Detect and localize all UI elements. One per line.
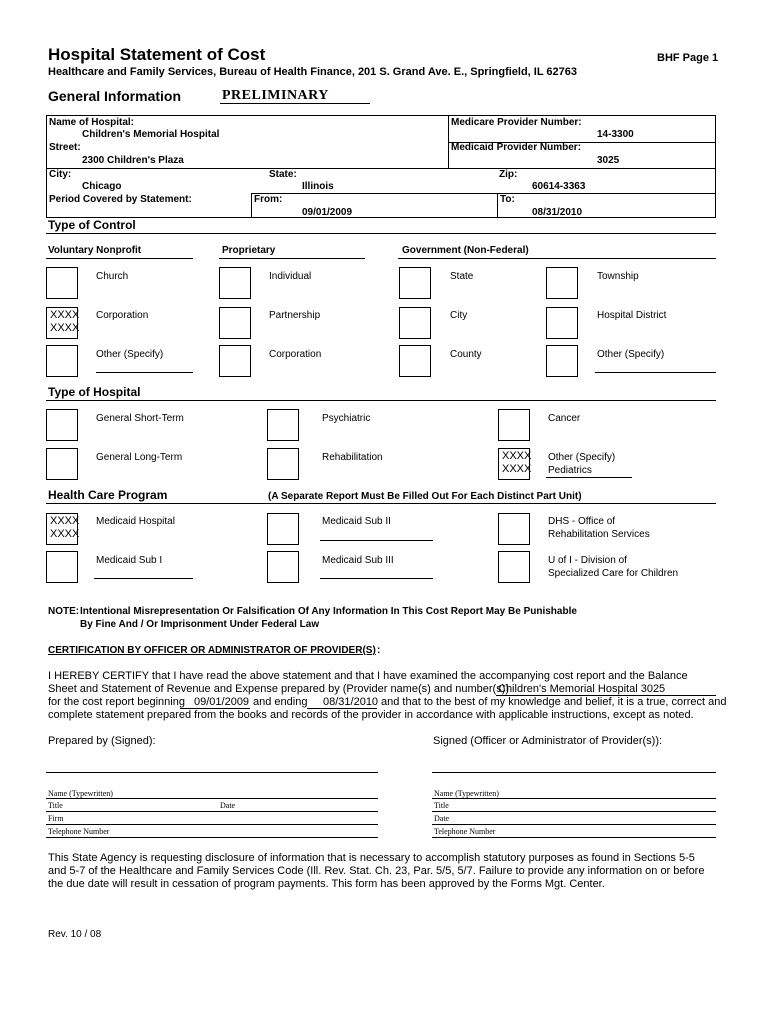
title-left: Title xyxy=(48,801,63,810)
to-label: To: xyxy=(500,194,515,205)
hospital-district-label: Hospital District xyxy=(597,310,667,321)
partnership-checkbox[interactable] xyxy=(219,307,251,339)
city-control-label: City xyxy=(450,310,468,321)
cert-provider-field[interactable]: Children's Memorial Hospital 3025 xyxy=(498,683,666,695)
form-title: Hospital Statement of Cost xyxy=(48,45,266,64)
dhs-label-line1: DHS - Office of xyxy=(548,516,616,527)
uofi-label-line2: Specialized Care for Children xyxy=(548,568,679,579)
cert-begin-field[interactable]: 09/01/2009 xyxy=(194,696,250,708)
hospital-type-heading: Type of Hospital xyxy=(48,385,141,399)
date-left: Date xyxy=(220,801,236,810)
disclosure-line3: the due date will result in cessation of program payments. This form has been approved by the Forms Mgt. Center. xyxy=(48,878,605,890)
state-control-label: State xyxy=(450,271,474,282)
corporation-proprietary-label: Corporation xyxy=(269,349,322,360)
short-term-checkbox[interactable] xyxy=(46,409,78,441)
checkbox-mark: XXXX XXXX xyxy=(50,515,80,540)
certification-colon: : xyxy=(377,645,381,656)
general-heading: General Information xyxy=(48,88,182,104)
individual-label: Individual xyxy=(269,271,312,282)
other-type-label: Other (Specify) xyxy=(548,452,616,463)
city-field[interactable]: Chicago xyxy=(82,181,122,192)
medicaid-sub2-label: Medicaid Sub II xyxy=(322,516,391,527)
phone-left: Telephone Number xyxy=(48,827,110,836)
cert-line1: I HEREBY CERTIFY that I have read the above statement and that I have examined the accompanying cost report and the Balance xyxy=(48,670,688,682)
corporation-nonprofit-checkbox[interactable] xyxy=(46,307,78,339)
other-type-checkbox[interactable] xyxy=(498,448,530,480)
checkbox-mark: XXXX XXXX xyxy=(502,450,532,475)
medicaid-hospital-checkbox[interactable] xyxy=(46,513,78,545)
medicare-label: Medicare Provider Number: xyxy=(451,117,582,128)
cert-end-field[interactable]: 08/31/2010 xyxy=(323,696,379,708)
firm-left: Firm xyxy=(48,814,64,823)
from-field[interactable]: 09/01/2009 xyxy=(302,207,353,218)
county-label: County xyxy=(450,349,482,360)
prepared-by-label: Prepared by (Signed): xyxy=(48,735,156,747)
cert-line2: Sheet and Statement of Revenue and Expense prepared by (Provider name(s) and number(s)) xyxy=(48,683,510,695)
long-term-label: General Long-Term xyxy=(96,452,183,463)
cancer-label: Cancer xyxy=(548,413,581,424)
note-label: NOTE: xyxy=(48,606,80,617)
other-type-field[interactable]: Pediatrics xyxy=(548,465,592,476)
medicaid-field[interactable]: 3025 xyxy=(597,155,620,166)
medicare-field[interactable]: 14-3300 xyxy=(597,129,634,140)
period-label: Period Covered by Statement: xyxy=(49,194,192,205)
phone-right: Telephone Number xyxy=(434,827,496,836)
hospital-district-checkbox[interactable] xyxy=(546,307,578,339)
note-line1: Intentional Misrepresentation Or Falsification Of Any Information In This Cost Report May Be Punishable xyxy=(80,606,577,617)
medicaid-sub1-checkbox[interactable] xyxy=(46,551,78,583)
county-checkbox[interactable] xyxy=(399,345,431,377)
zip-field[interactable]: 60614-3363 xyxy=(532,181,586,192)
long-term-checkbox[interactable] xyxy=(46,448,78,480)
cert-line3a: for the cost report beginning xyxy=(48,696,185,708)
dhs-checkbox[interactable] xyxy=(498,513,530,545)
medicaid-sub2-checkbox[interactable] xyxy=(267,513,299,545)
disclosure-line2: and 5-7 of the Healthcare and Family Services Code (Ill. Rev. Stat. Ch. 23, Par. 5/5, 5/7. Failure to provide any information on or before xyxy=(48,865,705,877)
medicaid-sub3-checkbox[interactable] xyxy=(267,551,299,583)
individual-checkbox[interactable] xyxy=(219,267,251,299)
from-label: From: xyxy=(254,194,283,205)
partnership-label: Partnership xyxy=(269,310,321,321)
to-field[interactable]: 08/31/2010 xyxy=(532,207,583,218)
date-right: Date xyxy=(434,814,450,823)
other-government-checkbox[interactable] xyxy=(546,345,578,377)
proprietary-heading: Proprietary xyxy=(222,245,276,256)
cert-line4: complete statement prepared from the books and records of the provider in accordance with applicable instructions, except as noted. xyxy=(48,709,694,721)
corporation-proprietary-checkbox[interactable] xyxy=(219,345,251,377)
certification-heading: CERTIFICATION BY OFFICER OR ADMINISTRATOR OF PROVIDER(S) xyxy=(48,645,376,656)
revision-label: Rev. 10 / 08 xyxy=(48,929,102,940)
dhs-label-line2: Rehabilitation Services xyxy=(548,529,650,540)
city-checkbox[interactable] xyxy=(399,307,431,339)
state-field[interactable]: Illinois xyxy=(302,181,334,192)
medicaid-label: Medicaid Provider Number: xyxy=(451,142,582,153)
zip-label: Zip: xyxy=(499,169,518,180)
signed-by-label: Signed (Officer or Administrator of Provider(s)): xyxy=(433,735,663,747)
form-subtitle: Healthcare and Family Services, Bureau of Health Finance, 201 S. Grand Ave. E., Springfield, IL 62763 xyxy=(48,66,578,78)
state-checkbox[interactable] xyxy=(399,267,431,299)
note-line2: By Fine And / Or Imprisonment Under Federal Law xyxy=(80,619,320,630)
program-heading: Health Care Program xyxy=(48,488,168,502)
cancer-checkbox[interactable] xyxy=(498,409,530,441)
medicaid-sub1-label: Medicaid Sub I xyxy=(96,555,163,566)
name-typewritten-left: Name (Typewritten) xyxy=(48,789,113,798)
hospital-name-field[interactable]: Children's Memorial Hospital xyxy=(82,129,220,140)
corporation-nonprofit-label: Corporation xyxy=(96,310,149,321)
other-government-label: Other (Specify) xyxy=(597,349,665,360)
other-nonprofit-checkbox[interactable] xyxy=(46,345,78,377)
rehabilitation-checkbox[interactable] xyxy=(267,448,299,480)
psychiatric-checkbox[interactable] xyxy=(267,409,299,441)
township-label: Township xyxy=(597,271,639,282)
name-typewritten-right: Name (Typewritten) xyxy=(434,789,499,798)
checkbox-mark: XXXX XXXX xyxy=(50,309,80,334)
street-label: Street: xyxy=(49,142,81,153)
cert-line3b: and ending xyxy=(253,696,308,708)
psychiatric-label: Psychiatric xyxy=(322,413,371,424)
cert-line3c: and that to the best of my knowledge and belief, it is a true, correct and xyxy=(381,696,727,708)
title-right: Title xyxy=(434,801,449,810)
medicaid-hospital-label: Medicaid Hospital xyxy=(96,516,175,527)
government-heading: Government (Non-Federal) xyxy=(402,245,529,256)
officer-signature-line[interactable] xyxy=(432,772,716,773)
control-heading: Type of Control xyxy=(48,218,136,232)
uofi-checkbox[interactable] xyxy=(498,551,530,583)
prepared-signature-line[interactable] xyxy=(46,772,378,773)
hospital-name-label: Name of Hospital: xyxy=(49,117,135,128)
program-note: (A Separate Report Must Be Filled Out For Each Distinct Part Unit) xyxy=(268,491,582,502)
township-checkbox[interactable] xyxy=(546,267,578,299)
preliminary-stamp: PRELIMINARY xyxy=(222,88,329,103)
church-label: Church xyxy=(96,271,129,282)
rehabilitation-label: Rehabilitation xyxy=(322,452,383,463)
page-label: BHF Page 1 xyxy=(657,52,719,64)
street-field[interactable]: 2300 Children's Plaza xyxy=(82,155,184,166)
state-label: State: xyxy=(269,169,297,180)
church-checkbox[interactable] xyxy=(46,267,78,299)
other-nonprofit-label: Other (Specify) xyxy=(96,349,164,360)
uofi-label-line1: U of I - Division of xyxy=(548,555,627,566)
voluntary-heading: Voluntary Nonprofit xyxy=(48,245,142,256)
short-term-label: General Short-Term xyxy=(96,413,184,424)
city-label: City: xyxy=(49,169,72,180)
disclosure-line1: This State Agency is requesting disclosure of information that is necessary to accomplish statutory purposes as found in Sections 5-5 xyxy=(48,852,695,864)
medicaid-sub3-label: Medicaid Sub III xyxy=(322,555,394,566)
